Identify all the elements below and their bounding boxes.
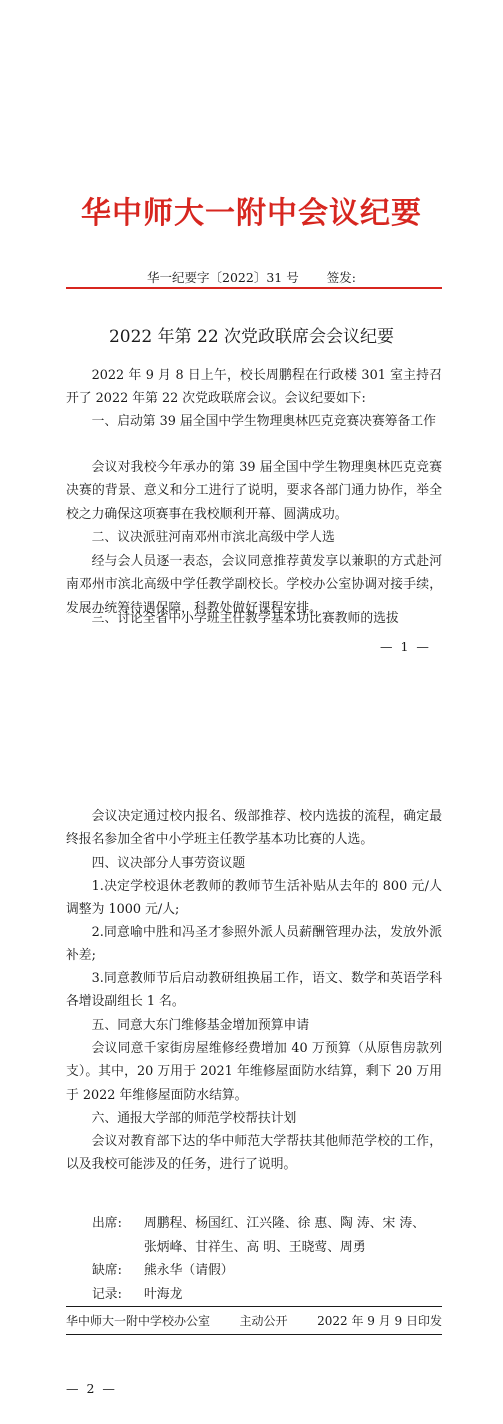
absent-value: 熊永华（请假） — [144, 1263, 234, 1278]
present-row — [92, 1212, 442, 1236]
document-header-title: 华中师大一附中会议纪要 — [81, 196, 422, 231]
absent-label: 缺席: — [92, 1263, 122, 1278]
intro-paragraph: 2022 年 9 月 8 日上午，校长周鹏程在行政楼 301 室主持召开了 2022 年第 22 次党政联席会议。会议纪要如下: — [66, 368, 442, 407]
present-label: 出席: — [92, 1216, 122, 1231]
section-paragraph-1: 会议对我校今年承办的第 39 届全国中学生物理奥林匹克竞赛决赛的背景、意义和分工进行了说明，要求各部门通力协作，举全校之力确保这项赛事在我校顺利开幕、圆满成功。 — [66, 460, 442, 522]
document-number-line — [0, 268, 503, 286]
footer-office: 华中师大一附中学校办公室 — [66, 1314, 211, 1328]
section-heading-2: 二、议决派驻河南邓州市滨北高级中学人选 — [91, 530, 335, 545]
document-title: 2022 年第 22 次党政联席会会议纪要 — [108, 327, 395, 347]
section-paragraph-6: 会议对教育部下达的华中师范大学帮扶其他师范学校的工作，以及我校可能涉及的任务，进行了说明。 — [66, 1134, 442, 1173]
item-4-3: 3.同意教师节后启动教研组换届工作，语文、数学和英语学科各增设副组长 1 名。 — [66, 971, 442, 1010]
sign-label: 签发: — [326, 270, 356, 285]
present-row-2 — [92, 1236, 442, 1260]
section-heading-6: 六、通报大学部的师范学校帮扶计划 — [91, 1111, 297, 1126]
footer-bottom-rule — [66, 1334, 442, 1335]
section-heading-4: 四、议决部分人事劳资议题 — [91, 856, 246, 871]
footer-line — [66, 1312, 442, 1329]
section-paragraph-2: 经与会人员逐一表态，会议同意推荐黄发享以兼职的方式赴河南邓州市滨北高级中学任教学副校长。学校办公室协调对接手续，发展办统筹待遇保障，科教处做好课程安排。 — [66, 554, 442, 616]
present-list-line-2: 张炳峰、甘祥生、高 明、王晓莺、周勇 — [144, 1239, 366, 1255]
item-4-2: 2.同意喻中胜和冯圣才参照外派人员薪酬管理办法，发放外派补差; — [66, 925, 442, 964]
footer-disclosure: 主动公开 — [239, 1314, 288, 1328]
page-number-1: — 1 — — [380, 639, 431, 654]
page-number-2: — 2 — — [66, 1381, 117, 1396]
attendance-block — [92, 1212, 442, 1306]
item-4-1: 1.决定学校退休老教师的教师节生活补贴从去年的 800 元/人调整为 1000 元/人; — [66, 879, 442, 918]
footer-printed-date: 2022 年 9 月 9 日印发 — [317, 1314, 442, 1328]
footer-top-rule — [66, 1306, 442, 1307]
document-number: 华一纪要字〔2022〕31 号 — [147, 270, 299, 285]
section-heading-1: 一、启动第 39 届全国中学生物理奥林匹克竞赛决赛筹备工作 — [91, 414, 436, 429]
red-divider — [66, 287, 442, 289]
section-paragraph-5: 会议同意千家街房屋维修经费增加 40 万预算（从原售房款列支）。其中，20 万用于 2021 年维修屋面防水结算，剩下 20 万用于 2022 年维修屋面防水结算。 — [66, 1041, 442, 1103]
section-paragraph-3: 会议决定通过校内报名、级部推荐、校内选拔的流程，确定最终报名参加全省中小学班主任教学基本功比赛的人选。 — [66, 809, 442, 848]
present-list-line-1: 周鹏程、杨国红、江兴隆、徐 惠、陶 涛、宋 涛、 — [144, 1216, 425, 1231]
recorder-row — [92, 1283, 442, 1307]
recorder-label: 记录: — [92, 1286, 122, 1302]
section-heading-3: 三、讨论全省中小学班主任教学基本功比赛教师的选拔 — [91, 611, 399, 626]
absent-row — [92, 1259, 442, 1283]
section-heading-5: 五、同意大东门维修基金增加预算申请 — [91, 1018, 310, 1033]
recorder-value: 叶海龙 — [144, 1286, 183, 1302]
